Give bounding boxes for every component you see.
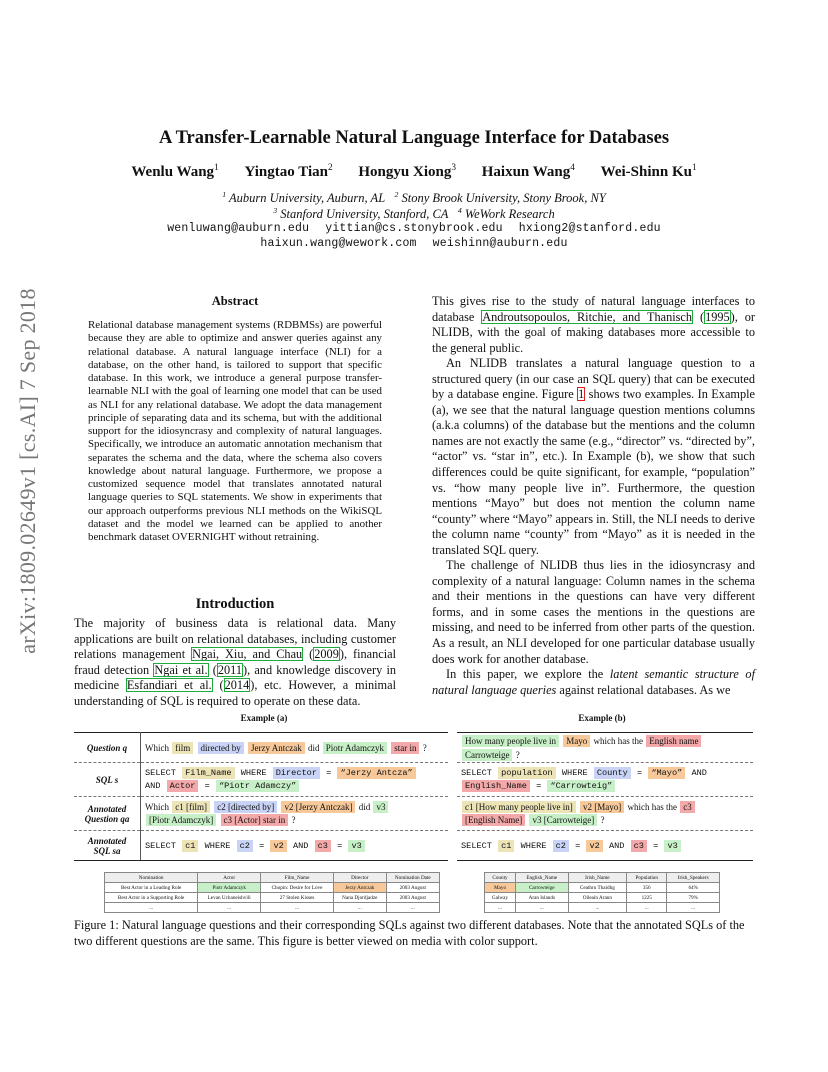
citation-year-link[interactable]: 1995 <box>705 309 730 324</box>
email[interactable]: yittian@cs.stonybrook.edu <box>325 222 503 235</box>
annotated-question: c1 [How many people live in] v2 [Mayo] which has the c3 [English Name] v3 [Carrowteige] ? <box>457 797 753 831</box>
sql-s: SELECT Film_Name WHERE Director = “Jerzy Antcza” AND Actor = “Piotr Adamczy” <box>141 763 449 797</box>
table-row: ... ... ... ... ... <box>485 903 720 913</box>
figure-caption: Figure 1: Natural language questions and their corresponding SQLs against two different databases. Note that the annotated SQLs of the two different questions are the same. This figure is better viewed on media with color support. <box>74 918 745 948</box>
example-a-table <box>74 732 448 861</box>
paragraph: This gives rise to the study of natural language interfaces to database Androutsopoulos, Ritchie, and Thanisch (1995), or NLIDB, with the goal of making databases more accessible to the general public. <box>432 294 756 355</box>
citation-year-link[interactable]: 2011 <box>217 662 242 677</box>
annotated-sql: SELECT c1 WHERE c2 = v2 AND c3 = v3 <box>141 831 449 861</box>
affiliations-line-1: $^1$ Auburn University, Auburn, AL $^2$ Stony Brook University, Stony Brook, NY <box>222 190 606 206</box>
paragraph: In this paper, we explore the latent semantic structure of natural language queries against relational databases. As we <box>432 667 755 697</box>
emails-line-1 <box>0 222 828 235</box>
question-q: Which film directed by Jerzy Antczak did Piotr Adamczyk star in ? <box>141 733 449 763</box>
author: Yingtao Tian$^2$ <box>244 163 333 180</box>
table-row: Mayo Carrowteige Ceathru Thaidhg 356 64% <box>485 883 720 893</box>
citation-year-link[interactable]: 2009 <box>314 647 339 662</box>
database-table-a: Nomination Actor Film_Name Director Nomination Date Best Actor in a Leading Role Piotr Adamczyk Chopin: Desire for Love Jerzy Antczak 2003 August Best Actor in a Supporting Role Levan Uchaneishvili 27 Stolen Kisses Nana Djordjadze 2003 August ... ... ... ... ... <box>104 872 440 913</box>
emails-line-2 <box>0 237 828 250</box>
intro-heading: Introduction <box>195 596 275 612</box>
intro-text: The majority of business data is relational data. Many applications are built on relational databases, including customer relations management Ngai, Xiu, and Chau (2009), financial fraud detection Ngai et al. (2011), and knowledge discovery in medicine Esfandiari et al. (2014), etc. However, a minimal understanding of SQL is required to operate on these data. <box>74 616 397 708</box>
email[interactable]: wenluwang@auburn.edu <box>167 222 310 235</box>
citation-link[interactable]: Ngai et al. <box>154 662 208 677</box>
table-row: Galway Aran Islands Oileain Arann 1225 79% <box>485 893 720 903</box>
arxiv-stamp: arXiv:1809.02649v1 [cs.AI] 7 Sep 2018 <box>15 288 40 654</box>
row-label: Annotated SQL sa <box>74 831 141 861</box>
table-row: Best Actor in a Leading Role Piotr Adamczyk Chopin: Desire for Love Jerzy Antczak 2003 August <box>105 883 440 893</box>
author: Wei-Shinn Ku$^1$ <box>600 163 697 180</box>
database-table-b: County English_Name Irish_Name Population Irish_Speakers Mayo Carrowteige Ceathru Thaidhg 356 64% Galway Aran Islands Oileain Arann 1225 79% ... ... ... ... ... <box>484 872 720 913</box>
author-list <box>0 163 828 181</box>
paragraph: The challenge of NLIDB thus lies in the idiosyncrasy and complexity of a natural language: Column names in the schema and their mentions in the questions can have very different forms, and in some cases the mentions in the questions are missing, and need to be inferred from other parts of the question. As a result, an NLI developed for one particular database usually does work for another database. <box>432 558 755 666</box>
question-q: How many people live in Mayo which has the English name Carrowteige ? <box>457 733 753 763</box>
row-label: Question q <box>74 733 141 763</box>
author: Haixun Wang$^4$ <box>481 163 575 180</box>
paragraph: An NLIDB translates a natural language question to a structured query (in our case an SQL query) that can be executed by a database engine. Figure 1 shows two examples. In Example (a), we see that the natural language question mentions columns (a.k.a columns) of the database but the mentions and the column names are not exactly the same (e.g., “director” vs. “directed by”, “actor” vs. “star in”, etc.). In Example (b), we show that such differences could be quite significant, for example, “population” vs. “how many people live in”. Furthermore, the question mentions “Mayo” but does not mention the column name “county” where “Mayo” appears in. Still, the NLI needs to derive the column name “county” from “Mayo” as it is needed in the translated SQL query. <box>432 356 755 557</box>
email[interactable]: haixun.wang@wework.com <box>260 237 417 250</box>
figure-ref-link[interactable]: 1 <box>578 387 585 402</box>
example-b-label: Example (b) <box>578 713 626 723</box>
abstract-heading: Abstract <box>211 294 259 308</box>
table-row: ... ... ... ... ... <box>105 903 440 913</box>
author: Hongyu Xiong$^3$ <box>358 163 456 180</box>
citation-year-link[interactable]: 2014 <box>224 678 250 693</box>
example-a-label: Example (a) <box>240 713 288 723</box>
row-label: SQL s <box>74 763 141 797</box>
citation-link[interactable]: Androutsopoulos, Ritchie, and Thanisch <box>482 309 693 324</box>
author: Wenlu Wang$^1$ <box>131 163 219 180</box>
paper-title: A Transfer-Learnable Natural Language Interface for Databases <box>158 128 670 148</box>
citation-link[interactable]: Esfandiari et al. <box>126 678 212 693</box>
email[interactable]: weishinn@auburn.edu <box>432 237 568 250</box>
row-label: Annotated Question qa <box>74 797 141 831</box>
sql-s: SELECT population WHERE County = “Mayo” AND English_Name = “Carrowteig” <box>457 763 753 797</box>
example-b-table <box>457 732 753 861</box>
table-row: Best Actor in a Supporting Role Levan Uchaneishvili 27 Stolen Kisses Nana Djordjadze 2003 August <box>105 893 440 903</box>
abstract-text: Relational database management systems (RDBMSs) are powerful because they are able to optimize and answer queries against any relational database. A natural language interface (NLI) for a database, on the other hand, is tailored to support that specific database. In this work, we introduce a general purpose transfer-learnable NLI with the goal of learning one model that can be used as NLI for any relational database. We adopt the data management principle of separating data and its schema, but with the additional support for the idiosyncrasy and complexity of natural languages. Specifically, we introduce an automatic annotation mechanism that separates the schema and the data, where the schema also covers knowledge about natural language. Furthermore, we propose a customized sequence model that translates annotated natural language queries to SQL statements. We show in experiments that our approach outperforms previous NLI methods on the WikiSQL dataset and the model we learned can be applied to another benchmark dataset OVERNIGHT without retraining. <box>88 319 382 543</box>
annotated-question: Which c1 [film] c2 [directed by] v2 [Jerzy Antczak] did v3 [Piotr Adamczyk] c3 [Actor] star in ? <box>141 797 449 831</box>
citation-link[interactable]: Ngai, Xiu, and Chau <box>192 647 303 662</box>
affiliations-line-2: $^3$ Stanford University, Stanford, CA $^4$ WeWork Research <box>273 206 555 222</box>
right-column-text <box>432 294 755 698</box>
annotated-sql: SELECT c1 WHERE c2 = v2 AND c3 = v3 <box>457 831 753 861</box>
email[interactable]: hxiong2@stanford.edu <box>518 222 661 235</box>
